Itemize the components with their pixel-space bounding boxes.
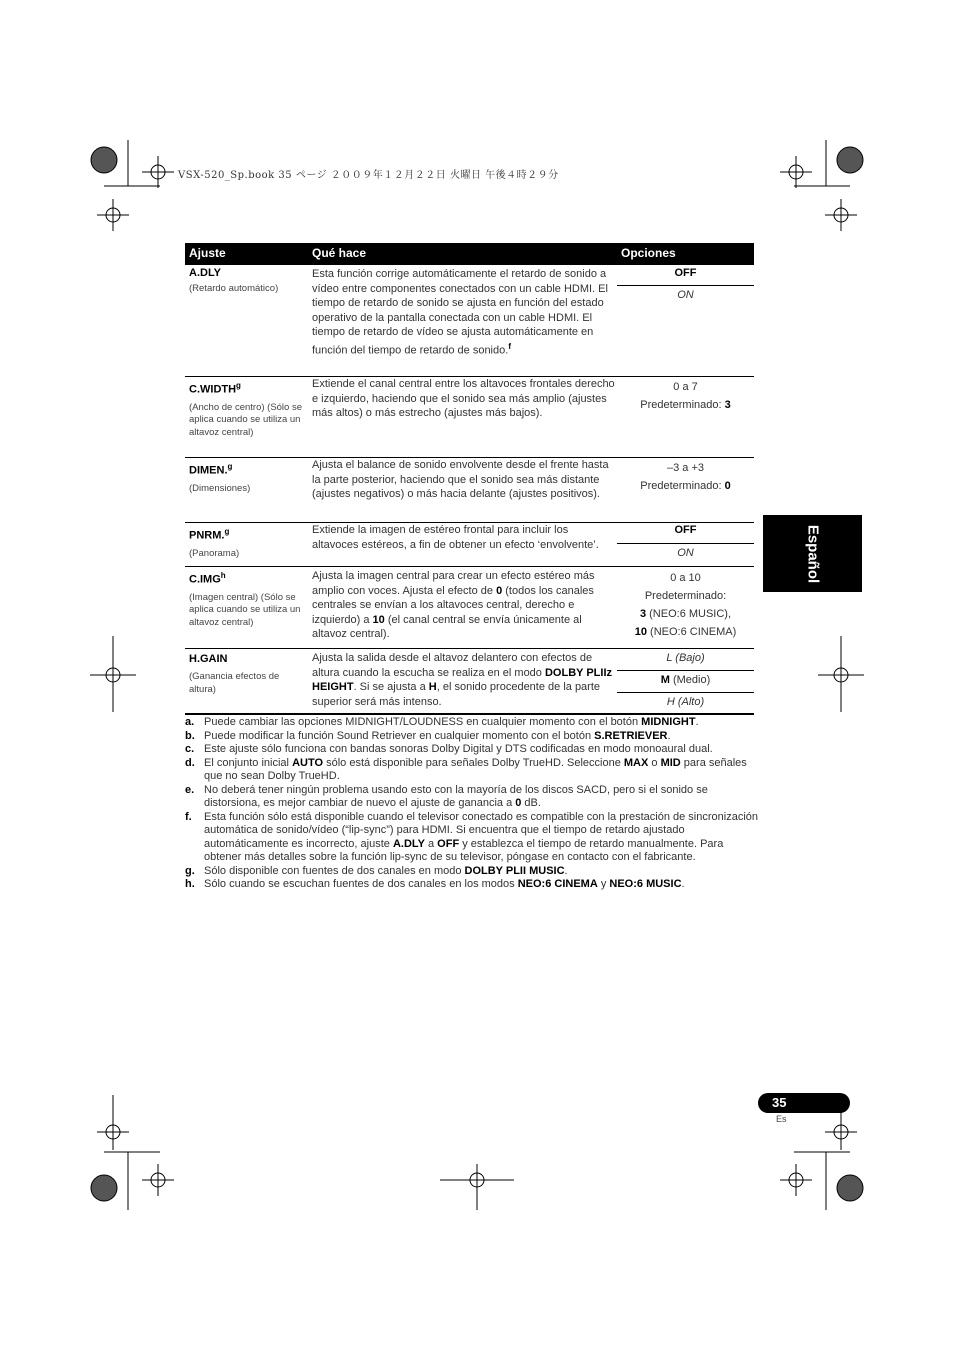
setting-subtitle: (Ganancia efectos de altura) [189, 671, 280, 695]
footnote: f. Esta función sólo está disponible cuando el televisor conectado es compatible con la prestación de sincronización automática de sonido/vídeo (“lip-sync”) para HDMI. Si encuentra que el tiempo de retardo ajustado automáticamente es incorrecto, ajuste A.DLY a OFF y establezca el tiempo de retardo manualmente. Para obtener más detalles sobre la función lip-sync de su televisor, póngase en contacto con el fabricante. [185, 810, 759, 863]
option-mid: M (Medio) [660, 674, 711, 686]
column-header-ajuste: Ajuste [189, 246, 226, 260]
setting-description: Ajusta el balance de sonido envolvente desde el frente hasta la parte posterior, haciendo que el sonido sea más distante (ajustes negativos) o más hacia delante (ajustes positivos). [312, 459, 609, 500]
footnote: g. Sólo disponible con fuentes de dos canales en modo DOLBY PLII MUSIC. [185, 864, 568, 877]
page-number-badge: 35 [758, 1093, 850, 1113]
setting-subtitle: (Retardo automático) [189, 283, 279, 294]
footnote: a. Puede cambiar las opciones MIDNIGHT/LOUDNESS en cualquier momento con el botón MIDNIGHT. [185, 716, 699, 728]
table-row [185, 567, 754, 649]
setting-description: Extiende el canal central entre los altavoces frontales derecho e izquierdo, haciendo que el sonido sea más amplio (ajustes más altos) o más estrecho (ajustes más bajos). [312, 378, 615, 419]
footnote: c. Este ajuste sólo funciona con bandas sonoras Dolby Digital y DTS codificadas en modo monoaural dual. [185, 743, 713, 755]
option-on: ON [677, 289, 694, 301]
setting-subtitle: (Dimensiones) [189, 482, 251, 494]
option-high: H (Alto) [666, 696, 705, 708]
table-row [185, 649, 754, 715]
footnote: e. No deberá tener ningún problema usando esto con la mayoría de los discos SACD, pero si el sonido se distorsiona, es mejor cambiar de nuevo el ajuste de ganancia a 0 dB. [185, 783, 708, 809]
setting-name: H.GAIN [189, 653, 228, 665]
footnote: b. Puede modificar la función Sound Retriever en cualquier momento con el botón S.RETRIEVER. [185, 729, 671, 742]
language-tab: Español [763, 515, 862, 592]
print-header: VSX-520_Sp.book 35 ページ ２００９年１２月２２日 火曜日 午後４時２９分 [178, 170, 559, 181]
table-row [185, 265, 754, 377]
setting-name: PNRM.$^g$ [189, 527, 230, 542]
setting-name: DIMEN.$^g$ [189, 462, 233, 477]
footnote: h. Sólo cuando se escuchan fuentes de dos canales en los modos NEO:6 CINEMA y NEO:6 MUSIC. [185, 878, 685, 890]
setting-subtitle: (Ancho de centro) (Sólo se aplica cuando se utiliza un altavoz central) [189, 401, 303, 438]
table-row [185, 458, 754, 523]
settings-table [185, 243, 754, 715]
table-row [185, 377, 754, 458]
setting-name: A.DLY [189, 267, 221, 279]
table-row [185, 523, 754, 567]
setting-description: Extiende la imagen de estéreo frontal para incluir los altavoces estéreos, a fin de obtener un efecto ‘envolvente’. [312, 524, 599, 551]
setting-subtitle: (Panorama) [189, 547, 240, 559]
footnotes [185, 716, 760, 892]
table-header [185, 243, 754, 265]
column-header-opciones: Opciones [621, 246, 676, 260]
setting-options: 0 a 10 Predeterminado: 3 (NEO:6 MUSIC), 10 (NEO:6 CINEMA) [634, 572, 737, 638]
setting-subtitle: (Imagen central) (Sólo se aplica cuando se utiliza un altavoz central) [189, 591, 301, 628]
footnote: d. El conjunto inicial AUTO sólo está disponible para señales Dolby TrueHD. Seleccione MAX o MID para señales que no sean Dolby TrueHD. [185, 756, 747, 782]
setting-options: 0 a 7 Predeterminado: 3 [640, 381, 731, 411]
setting-name: C.IMG$^h$ [189, 571, 226, 586]
setting-description: Ajusta la salida desde el altavoz delantero con efectos de altura cuando la escucha se realiza en el modo DOLBY PLIIz HEIGHT. Si se ajusta a H, el sonido procedente de la parte superior será más intenso. [312, 652, 613, 708]
column-header-que-hace: Qué hace [312, 246, 367, 260]
setting-options: –3 a +3 Predeterminado: 0 [640, 462, 731, 492]
option-low: L (Bajo) [666, 652, 705, 664]
setting-description: Ajusta la imagen central para crear un efecto estéreo más amplio con voces. Ajusta el efecto de 0 (todos los canales centrales se envían a los altavoces central, derecho e izquierdo) a 10 (el canal central se envía únicamente al altavoz central). [312, 570, 595, 640]
option-on: ON [677, 547, 694, 559]
page-language-code: Es [776, 1114, 787, 1124]
setting-name: C.WIDTH$^g$ [189, 381, 241, 396]
option-off: OFF [674, 267, 697, 279]
setting-description: Esta función corrige automáticamente el retardo de sonido a vídeo entre componentes conectados con un cable HDMI. El tiempo de retardo de sonido se ajusta en función del estado operativo de la pantalla conectada con un cable HDMI. El tiempo de retardo de vídeo se ajusta automáticamente en función del tiempo de retardo de sonido.$^f$ [312, 268, 608, 357]
option-off: OFF [674, 524, 697, 536]
